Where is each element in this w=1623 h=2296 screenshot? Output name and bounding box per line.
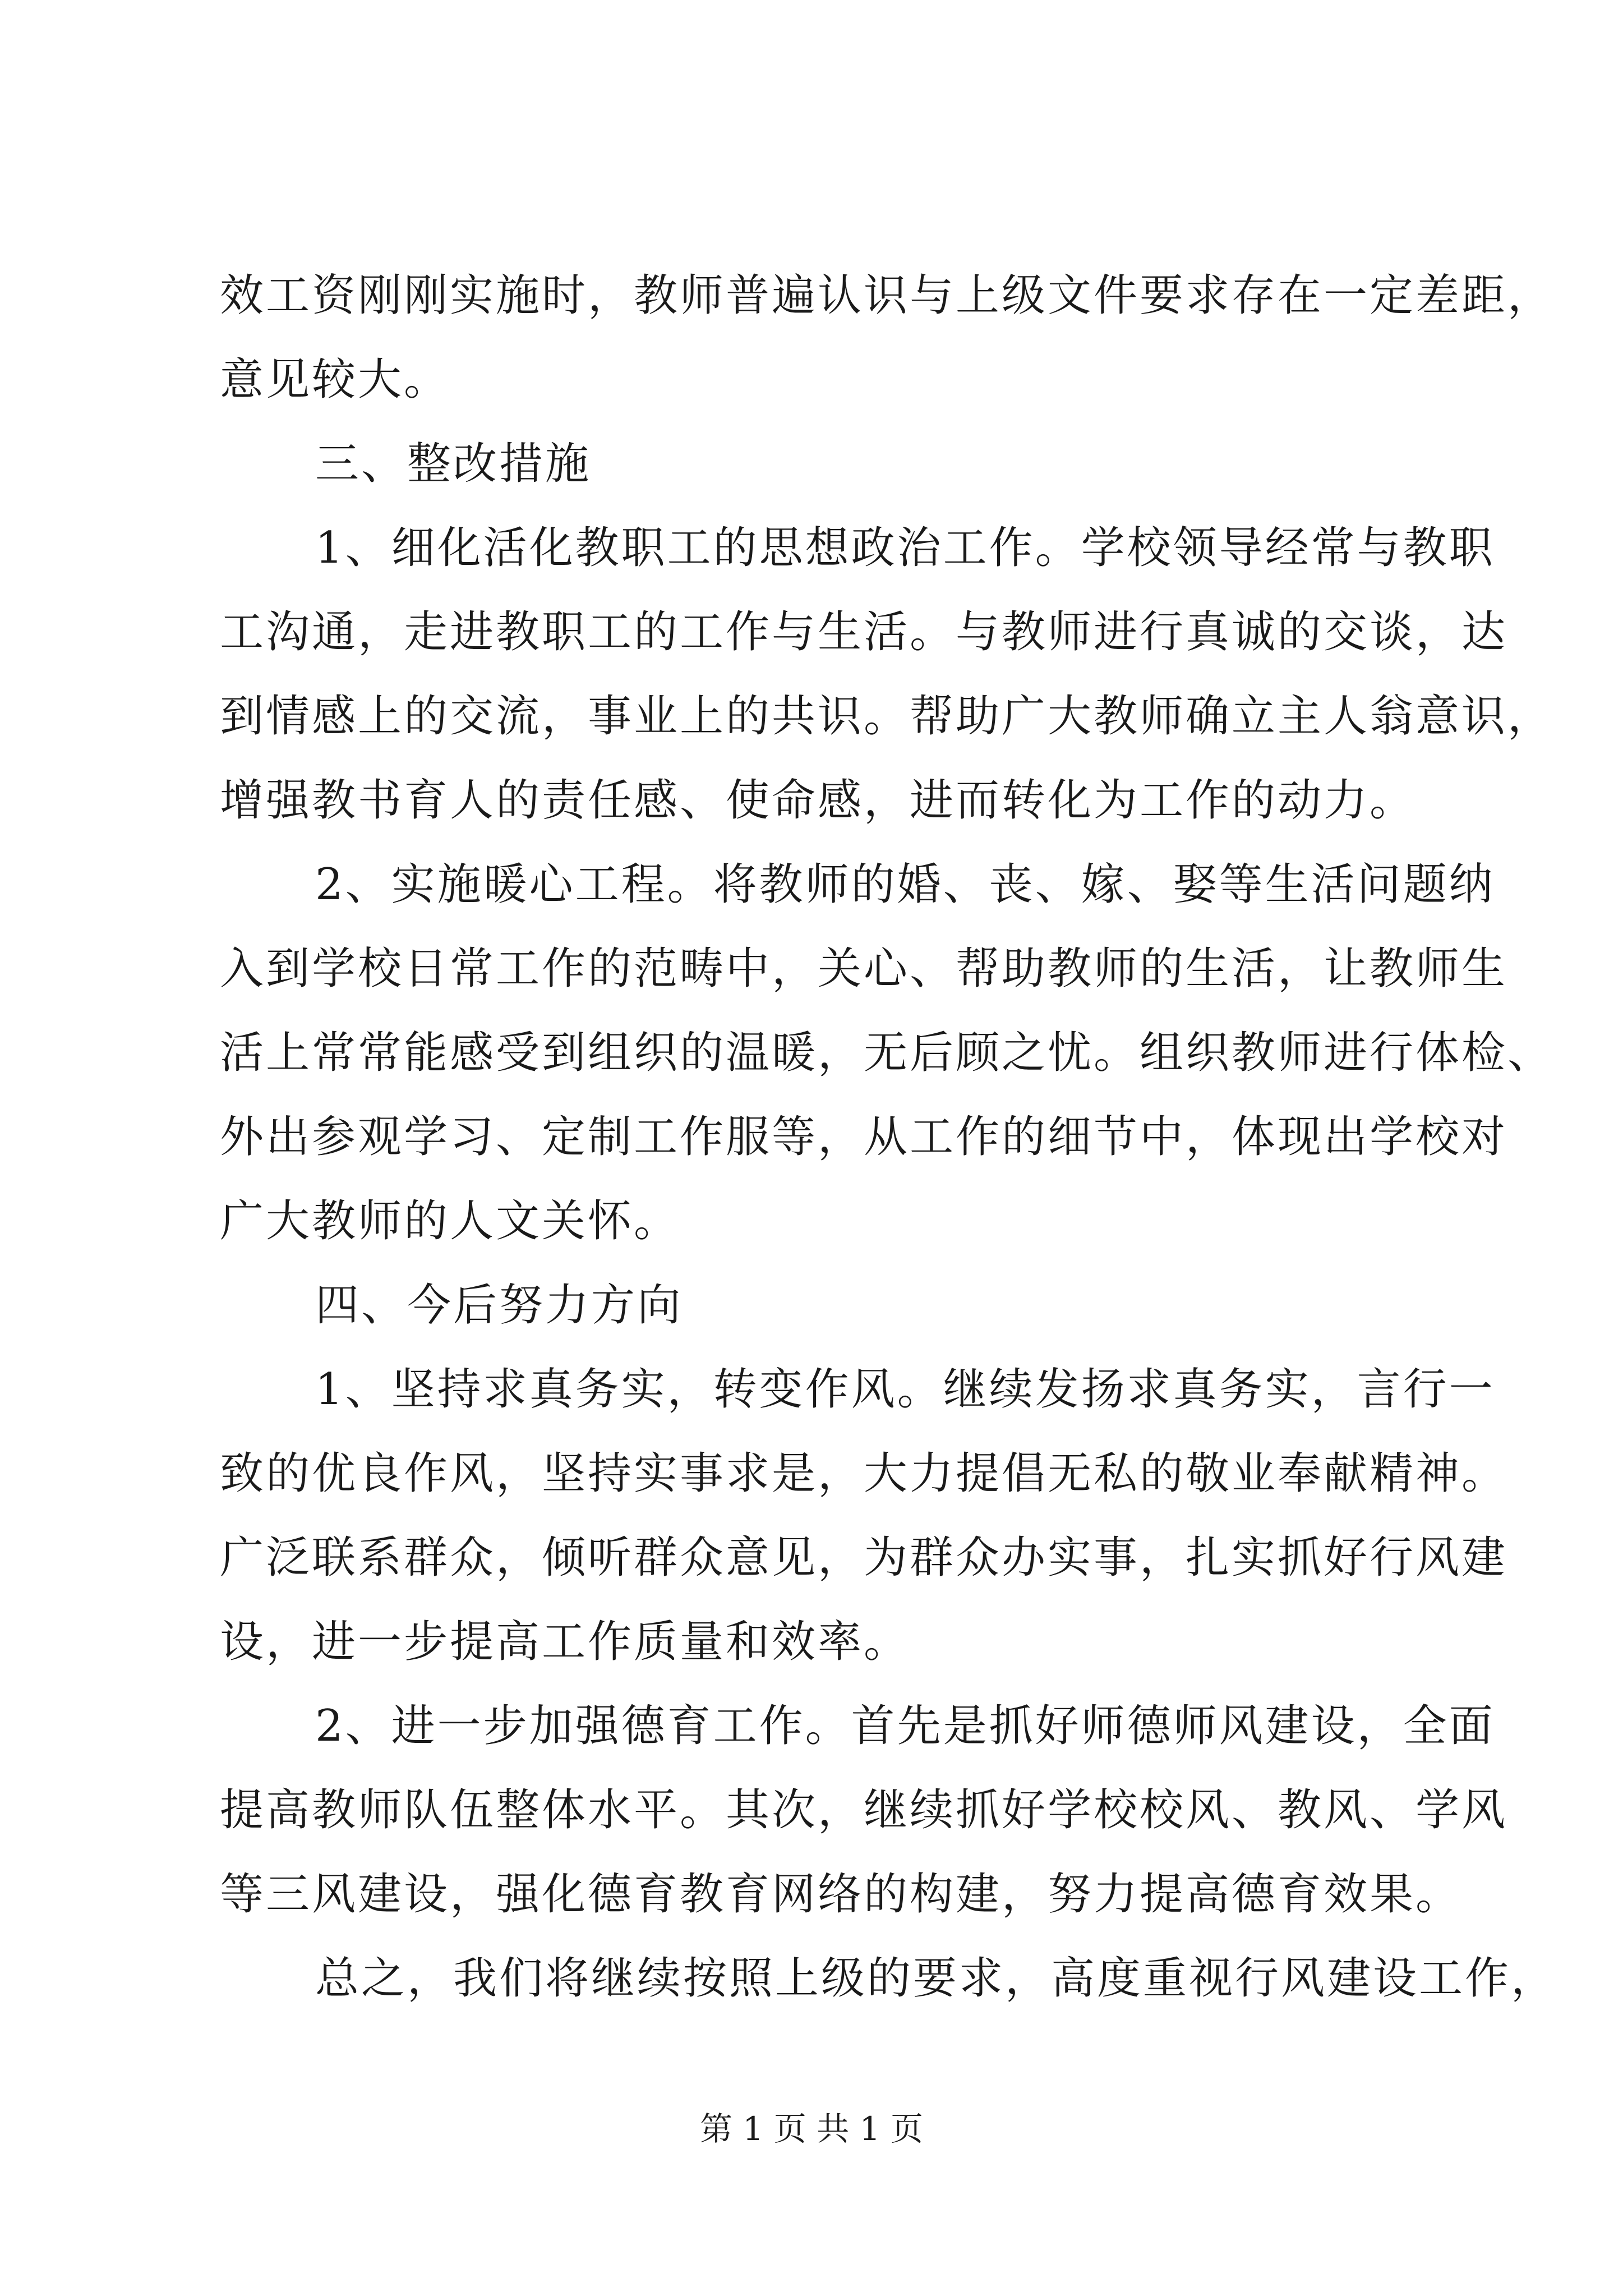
- text-line: 增强教书育人的责任感、使命感，进而转化为工作的动力。: [220, 775, 1416, 826]
- page-number-footer: 第 1 页 共 1 页: [700, 2110, 923, 2148]
- text-line: 工沟通，走进教职工的工作与生活。与教师进行真诚的交谈，达: [220, 607, 1508, 657]
- text-line: 致的优良作风，坚持实事求是，大力提倡无私的敬业奉献精神。: [220, 1448, 1508, 1499]
- section-heading: 四、今后努力方向: [315, 1280, 684, 1331]
- text-line: 2、实施暖心工程。将教师的婚、丧、嫁、娶等生活问题纳: [315, 859, 1495, 910]
- text-line: 活上常常能感受到组织的温暖，无后顾之忧。组织教师进行体检、: [220, 1028, 1554, 1078]
- text-line: 意见较大。: [220, 355, 450, 405]
- text-line: 1、细化活化教职工的思想政治工作。学校领导经常与教职: [315, 523, 1495, 573]
- text-line: 1、坚持求真务实，转变作风。继续发扬求真务实，言行一: [315, 1364, 1495, 1415]
- text-line: 到情感上的交流，事业上的共识。帮助广大教师确立主人翁意识，: [220, 691, 1554, 742]
- text-line: 等三风建设，强化德育教育网络的构建，努力提高德育效果。: [220, 1869, 1462, 1920]
- text-line: 外出参观学习、定制工作服等，从工作的细节中，体现出学校对: [220, 1112, 1508, 1162]
- text-line: 效工资刚刚实施时，教师普遍认识与上级文件要求存在一定差距，: [220, 270, 1554, 321]
- text-line: 广泛联系群众，倾听群众意见，为群众办实事，扎实抓好行风建: [220, 1533, 1508, 1583]
- text-line: 入到学校日常工作的范畴中，关心、帮助教师的生活，让教师生: [220, 944, 1508, 994]
- text-line: 广大教师的人文关怀。: [220, 1196, 680, 1246]
- text-line: 2、进一步加强德育工作。首先是抓好师德师风建设，全面: [315, 1701, 1495, 1751]
- text-line: 总之，我们将继续按照上级的要求，高度重视行风建设工作，: [315, 1953, 1557, 2004]
- text-line: 提高教师队伍整体水平。其次，继续抓好学校校风、教风、学风: [220, 1785, 1508, 1835]
- section-heading: 三、整改措施: [315, 439, 592, 489]
- text-line: 设，进一步提高工作质量和效率。: [220, 1617, 910, 1667]
